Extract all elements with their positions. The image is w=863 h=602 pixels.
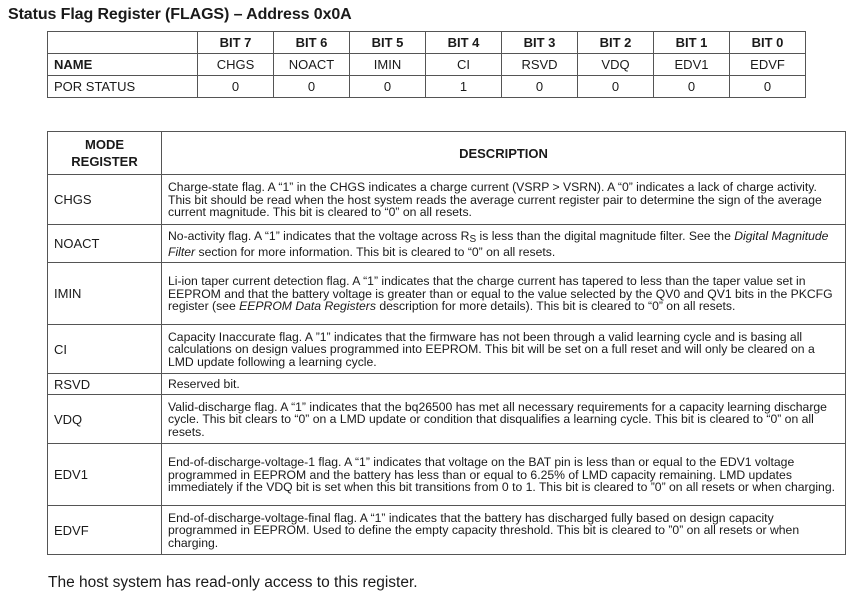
footer-note: The host system has read-only access to this register. <box>48 574 418 591</box>
description-cell: Valid-discharge flag. A “1” indicates that the bq26500 has met all necessary requirements for a capacity learning discharge cycle. This bit clears to “0” on a LMD update or condition that disqualifies a learning cycle. This bit is cleared to “0” on all resets. <box>162 395 846 444</box>
por-value: 0 <box>502 76 578 98</box>
table-row <box>48 374 846 395</box>
bit-name: NOACT <box>274 54 350 76</box>
corner-cell <box>48 32 198 54</box>
mode-cell: EDVF <box>48 506 162 555</box>
desc-text: description for more details). This bit is cleared to “0” on all resets. <box>375 299 736 314</box>
mode-cell: NOACT <box>48 225 162 263</box>
bit-name: EDVF <box>730 54 806 76</box>
bit-header: BIT 3 <box>502 32 578 54</box>
por-value: 0 <box>578 76 654 98</box>
table-row <box>48 395 846 444</box>
table-row <box>48 263 846 325</box>
por-value: 0 <box>274 76 350 98</box>
mode-cell: EDV1 <box>48 444 162 506</box>
desc-text: is less than the digital magnitude filter. See the <box>476 228 735 243</box>
por-row <box>48 76 806 98</box>
table-row <box>48 325 846 374</box>
bit-header: BIT 2 <box>578 32 654 54</box>
description-cell: End-of-discharge-voltage-1 flag. A “1” indicates that voltage on the BAT pin is less than or equal to the EDV1 voltage programmed in EEPROM and the battery has less than or equal to 6.25% of LMD capacity remaining. LMD updates immediately if the VDQ bit is set when this bit transitions from 0 to 1. This bit is cleared to ”0” on all resets or when charging. <box>162 444 846 506</box>
desc-text: section for more information. This bit is cleared to “0” on all resets. <box>195 245 556 259</box>
bit-name: VDQ <box>578 54 654 76</box>
table-row <box>48 225 846 263</box>
description-cell <box>162 263 846 325</box>
desc-text: Li-ion taper current detection flag. A “1” indicates that the charge current has tapered to less than the taper value set in EEPROM and that the battery voltage is greater than or equal to the value selected by the QV0 and QV1 bits in the PKCFG register (see <box>168 274 833 314</box>
bit-header: BIT 4 <box>426 32 502 54</box>
desc-text: No-activity flag. A “1” indicates that the voltage across R <box>168 228 470 243</box>
table-row <box>48 506 846 555</box>
description-cell <box>162 225 846 263</box>
description-header: DESCRIPTION <box>162 132 846 175</box>
description-table <box>47 131 846 555</box>
mode-cell: RSVD <box>48 374 162 395</box>
por-value: 0 <box>350 76 426 98</box>
bit-header: BIT 5 <box>350 32 426 54</box>
bit-name: RSVD <box>502 54 578 76</box>
subscript-text: S <box>469 233 477 245</box>
bit-name: CHGS <box>198 54 274 76</box>
description-cell: Reserved bit. <box>162 374 846 395</box>
bit-header-row <box>48 32 806 54</box>
name-row <box>48 54 806 76</box>
description-cell: Capacity Inaccurate flag. A ”1” indicates that the firmware has not been through a valid learning cycle and is basing all calculations on design values programmed into EEPROM. This bit will be set on a full reset and will only be cleared on a LMD update following a learning cycle. <box>162 325 846 374</box>
desc-header-row <box>48 132 846 175</box>
mode-cell: VDQ <box>48 395 162 444</box>
bit-name: CI <box>426 54 502 76</box>
bit-name: EDV1 <box>654 54 730 76</box>
section-reference: Digital Magnitude Filter <box>168 228 829 259</box>
table-row <box>48 444 846 506</box>
mode-header-line2: REGISTER <box>71 154 138 169</box>
mode-register-header <box>48 132 162 175</box>
por-value: 0 <box>654 76 730 98</box>
mode-cell: CI <box>48 325 162 374</box>
por-value: 1 <box>426 76 502 98</box>
por-value: 0 <box>198 76 274 98</box>
por-row-label: POR STATUS <box>48 76 198 98</box>
mode-cell: CHGS <box>48 175 162 225</box>
bit-name: IMIN <box>350 54 426 76</box>
mode-header-line1: MODE <box>85 137 124 152</box>
name-row-label: NAME <box>48 54 198 76</box>
por-value: 0 <box>730 76 806 98</box>
table-row <box>48 175 846 225</box>
description-cell: End-of-discharge-voltage-final flag. A “1” indicates that the battery has discharged fully based on design capacity programmed in EEPROM. Used to define the empty capacity threshold. This bit is cleared to ”0” on all resets or when charging. <box>162 506 846 555</box>
description-cell: Charge-state flag. A “1” in the CHGS indicates a charge current (VSRP > VSRN). A “0” indicates a lack of charge activity. This bit should be read when the host system reads the average current register pair to determine the sign of the average current magnitude. This bit is cleared to “0” on all resets. <box>162 175 846 225</box>
section-reference: EEPROM Data Registers <box>239 299 376 314</box>
mode-cell: IMIN <box>48 263 162 325</box>
bit-header: BIT 0 <box>730 32 806 54</box>
bit-header: BIT 6 <box>274 32 350 54</box>
page-title: Status Flag Register (FLAGS) – Address 0x0A <box>8 6 352 23</box>
bit-header: BIT 7 <box>198 32 274 54</box>
bit-table <box>47 31 806 98</box>
bit-header: BIT 1 <box>654 32 730 54</box>
